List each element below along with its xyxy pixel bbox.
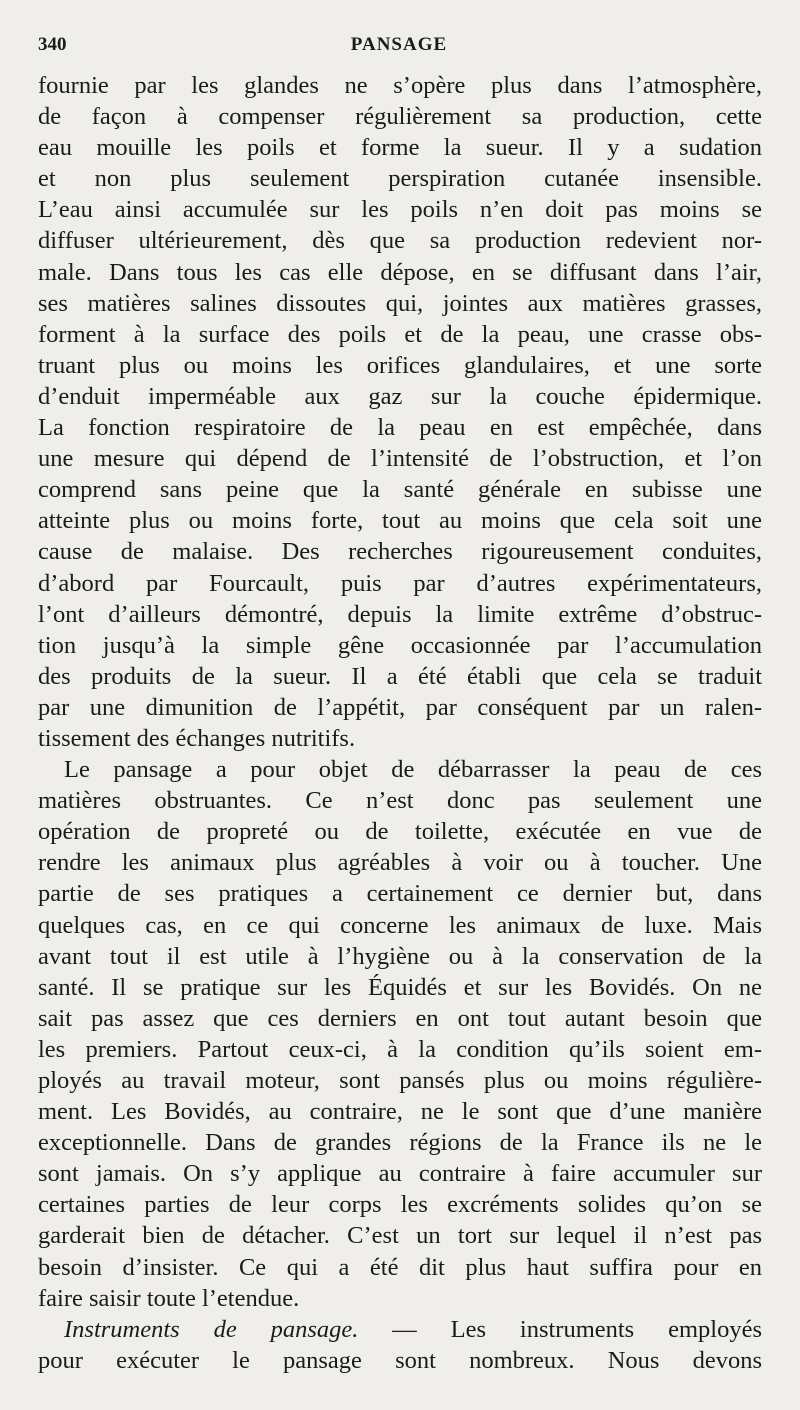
text-line: ses matières salines dissoutes qui, jointes aux matières grasses, [38,289,762,317]
text-line: opération de propreté ou de toilette, exécutée en vue de [38,818,762,846]
text-line: male. Dans tous les cas elle dépose, en se diffusant dans l’air, [38,258,762,286]
text-line: atteinte plus ou moins forte, tout au moins que cela soit une [38,507,762,535]
text-line: fournie par les glandes ne s’opère plus dans l’atmosphère, [38,72,762,99]
text-line: forment à la surface des poils et de la peau, une crasse obs- [38,320,762,348]
text-line: ployés au travail moteur, sont pansés plus ou moins régulière- [38,1067,762,1094]
running-title: PANSAGE [350,34,448,55]
text-line: sait pas assez que ces derniers en ont tout autant besoin que [38,1004,762,1032]
text-line: rendre les animaux plus agréables à voir ou à toucher. Une [38,849,762,877]
text-line: avant tout il est utile à l’hygiène ou à la conservation de la [38,942,762,970]
text-line: besoin d’insister. Ce qui a été dit plus haut suffira pour en [38,1253,762,1281]
text-line: truant plus ou moins les orifices glandulaires, et une sorte [38,351,762,379]
text-line: matières obstruantes. Ce n’est donc pas seulement une [38,787,762,815]
running-head [38,34,760,58]
text-line: faire saisir toute l’etendue. [38,1284,300,1312]
text-line: sont jamais. On s’y applique au contraire à faire accumuler sur [38,1160,762,1188]
text-line: quelques cas, en ce qui concerne les animaux de luxe. Mais [38,911,762,939]
text-line: d’abord par Fourcault, puis par d’autres expérimentateurs, [38,569,762,597]
text-line: comprend sans peine que la santé générale en subisse une [38,476,762,504]
text-line: et non plus seulement perspiration cutanée insensible. [38,165,762,193]
text-line: par une dimunition de l’appétit, par conséquent par un ralen- [38,693,762,721]
text-line: L’eau ainsi accumulée sur les poils n’en doit pas moins se [38,196,762,224]
text-line: d’enduit imperméable aux gaz sur la couche épidermique. [38,382,762,410]
text-line: ment. Les Bovidés, au contraire, ne le sont que d’une manière [38,1098,762,1126]
section-subheading: Instruments de pansage. [64,1315,359,1343]
text-line: La fonction respiratoire de la peau en est empêchée, dans [38,414,762,442]
text-line: eau mouille les poils et forme la sueur. Il y a sudation [38,134,762,162]
text-line: santé. Il se pratique sur les Équidés et sur les Bovidés. On ne [38,973,762,1001]
text-line: tissement des échanges nutritifs. [38,724,356,752]
text-line: partie de ses pratiques a certainement ce dernier but, dans [38,880,762,908]
text-line: garderait bien de détacher. C’est un tort sur lequel il n’est pas [38,1222,762,1250]
text-line: cause de malaise. Des recherches rigoureusement conduites, [38,538,762,566]
text-fragment: — Les instruments employés [358,1315,762,1343]
text-line: Le pansage a pour objet de débarrasser la peau de ces [64,756,762,784]
text-line [38,1314,762,1345]
text-line: certaines parties de leur corps les excréments solides qu’on se [38,1191,762,1219]
text-line: exceptionnelle. Dans de grandes régions de la France ils ne le [38,1129,762,1157]
page-number: 340 [38,34,67,55]
text-line: tion jusqu’à la simple gêne occasionnée par l’accumulation [38,631,762,659]
text-line: pour exécuter le pansage sont nombreux. Nous devons [38,1346,762,1374]
page-body [38,70,762,1376]
text-line: diffuser ultérieurement, dès que sa production redevient nor- [38,227,762,255]
text-line: une mesure qui dépend de l’intensité de l’obstruction, et l’on [38,445,762,473]
paragraph-2 [38,754,762,1314]
text-line: des produits de la sueur. Il a été établi que cela se traduit [38,662,762,690]
paragraph-1 [38,70,762,754]
text-line: de façon à compenser régulièrement sa production, cette [38,103,762,131]
text-line: l’ont d’ailleurs démontré, depuis la limite extrême d’obstruc- [38,600,762,628]
paragraph-3 [38,1314,762,1376]
text-line: les premiers. Partout ceux-ci, à la condition qu’ils soient em- [38,1035,762,1063]
